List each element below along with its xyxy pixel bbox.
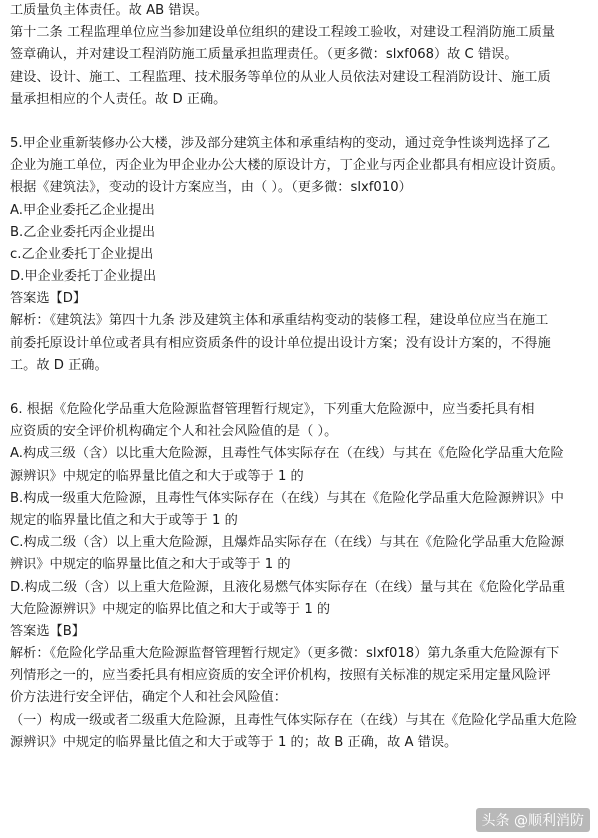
text-line: A.甲企业委托乙企业提出 [10,202,155,218]
text-line: 规定的临界量比值之和大于或等于 1 的 [10,512,238,528]
paragraph-gap [10,111,590,133]
text-line: （一）构成一级或者二级重大危险源，且毒性气体实际存在（在线）与其在《危险化学品重大危险 [10,712,578,728]
text-line: D.甲企业委托丁企业提出 [10,269,157,285]
text-line: C.构成二级（含）以上重大危险源，且爆炸品实际存在（在线）与其在《危险化学品重大危险源 [10,535,565,551]
text-line: 企业为施工单位，丙企业为甲企业办公大楼的原设计方，丁企业与丙企业都具有相应设计资质。 [10,158,564,174]
text-line: 建设、设计、施工、工程监理、技术服务等单位的从业人员依法对建设工程消防设计、施工质 [10,69,551,85]
text-line: 5.甲企业重新装修办公大楼，涉及部分建筑主体和承重结构的变动，通过竞争性谈判选择了乙 [10,135,551,151]
text-line: 量承担相应的个人责任。故 D 正确。 [10,91,227,107]
text-line: 答案选【B】 [10,623,85,639]
text-line: 大危险源辨识》中规定的临界比值之和大于或等于 1 的 [10,601,331,617]
text-line: B.乙企业委托丙企业提出 [10,224,156,240]
text-line: D.构成二级（含）以上重大危险源，且液化易燃气体实际存在（在线）量与其在《危险化学品重 [10,579,566,595]
text-line: 解析：《危险化学品重大危险源监督管理暂行规定》（更多微：slxf018）第九条重大危险源有下 [10,646,560,662]
text-line: 源辨识》中规定的临界量比值之和大于或等于 1 的 [10,468,304,484]
text-line: 6. 根据《危险化学品重大危险源监督管理暂行规定》，下列重大危险源中，应当委托具有相 [10,402,535,417]
text-line: 答案选【D】 [10,291,87,307]
text-line: 辨识》中规定的临界量比值之和大于或等于 1 的 [10,557,291,573]
text-line: B.构成一级重大危险源，且毒性气体实际存在（在线）与其在《危险化学品重大危险源辨识》中 [10,490,564,506]
paragraph-gap [10,377,590,399]
text-line: A.构成三级（含）以比重大危险源，且毒性气体实际存在（在线）与其在《危险化学品重大危险 [10,446,564,462]
text-line: 应资质的安全评价机构确定个人和社会风险值的是（ ）。 [10,424,338,440]
text-line: 工质量负主体责任。故 AB 错误。 [10,3,208,18]
text-line: 解析：《建筑法》第四十九条 涉及建筑主体和承重结构变动的装修工程，建设单位应当在施工 [10,313,549,329]
document-body [10,0,590,754]
text-line: 签章确认，并对建设工程消防施工质量承担监理责任。（更多微：slxf068）故 C 错误。 [10,47,518,63]
text-line: 根据《建筑法》，变动的设计方案应当，由（ ）。（更多微：slxf010） [10,180,412,196]
text-line: 源辨识》中规定的临界量比值之和大于或等于 1 的；故 B 正确，故 A 错误。 [10,734,458,750]
text-line: 价方法进行安全评估，确定个人和社会风险值： [10,690,287,706]
text-line: c.乙企业委托丁企业提出 [10,246,154,262]
watermark: 头条 @顺利消防 [476,808,590,832]
text-line: 前委托原设计单位或者具有相应资质条件的设计单位提出设计方案；没有设计方案的，不得施 [10,335,551,351]
text-line: 列情形之一的，应当委托具有相应资质的安全评价机构，按照有关标准的规定采用定量风险评 [10,668,551,684]
text-line: 第十二条 工程监理单位应当参加建设单位组织的建设工程竣工验收，对建设工程消防施工质量 [10,25,555,41]
text-line: 工。故 D 正确。 [10,357,108,373]
